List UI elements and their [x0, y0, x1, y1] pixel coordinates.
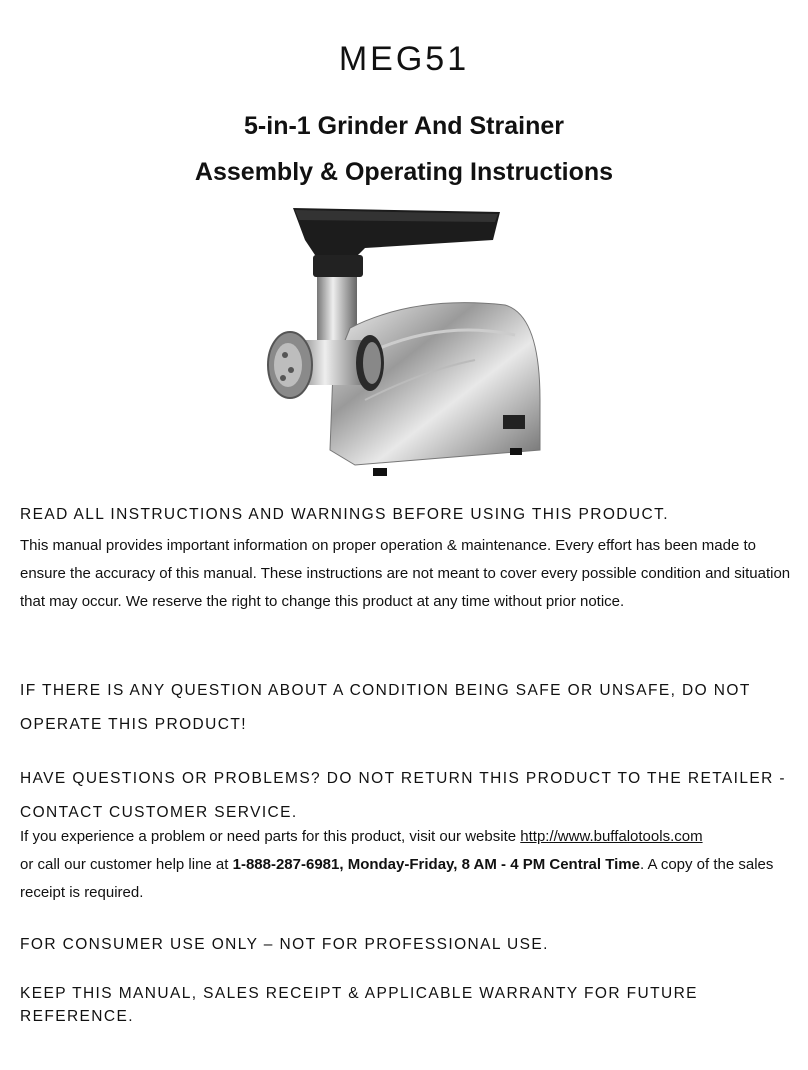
- model-number: MEG51: [338, 40, 470, 78]
- contact-mid: or call our customer help line at: [20, 856, 233, 873]
- contact-end: . A copy of the sales receipt is required.: [20, 856, 774, 901]
- document-subtitle: Assembly & Operating Instructions: [194, 158, 614, 186]
- phone-hours: 1-888-287-6981, Monday-Friday, 8 AM - 4 PM Central Time: [232, 856, 640, 873]
- website-link[interactable]: http://www.buffalotools.com: [520, 828, 703, 845]
- product-title: 5-in-1 Grinder And Strainer: [244, 112, 564, 140]
- contact-info-paragraph: [20, 823, 805, 907]
- manual-description: This manual provides important information on proper operation & maintenance. Every effort has been made to ensure the accuracy of this manual. These instructions are not meant to cover every possible condition and situation that may occur. We reserve the right to change this product at any time without prior notice.: [20, 537, 791, 610]
- meat-grinder-image: [255, 200, 555, 485]
- keep-manual-notice: KEEP THIS MANUAL, SALES RECEIPT & APPLICABLE WARRANTY FOR FUTURE REFERENCE.: [20, 985, 698, 1025]
- read-instructions-warning: READ ALL INSTRUCTIONS AND WARNINGS BEFORE USING THIS PRODUCT.: [20, 506, 669, 523]
- contact-customer-service-heading: HAVE QUESTIONS OR PROBLEMS? DO NOT RETURN THIS PRODUCT TO THE RETAILER - CONTACT CUSTOMER SERVICE.: [20, 770, 786, 821]
- safety-question-warning: IF THERE IS ANY QUESTION ABOUT A CONDITION BEING SAFE OR UNSAFE, DO NOT OPERATE THIS PRODUCT!: [20, 682, 751, 733]
- consumer-use-notice: FOR CONSUMER USE ONLY – NOT FOR PROFESSIONAL USE.: [20, 936, 549, 953]
- contact-intro: If you experience a problem or need parts for this product, visit our website: [20, 828, 521, 845]
